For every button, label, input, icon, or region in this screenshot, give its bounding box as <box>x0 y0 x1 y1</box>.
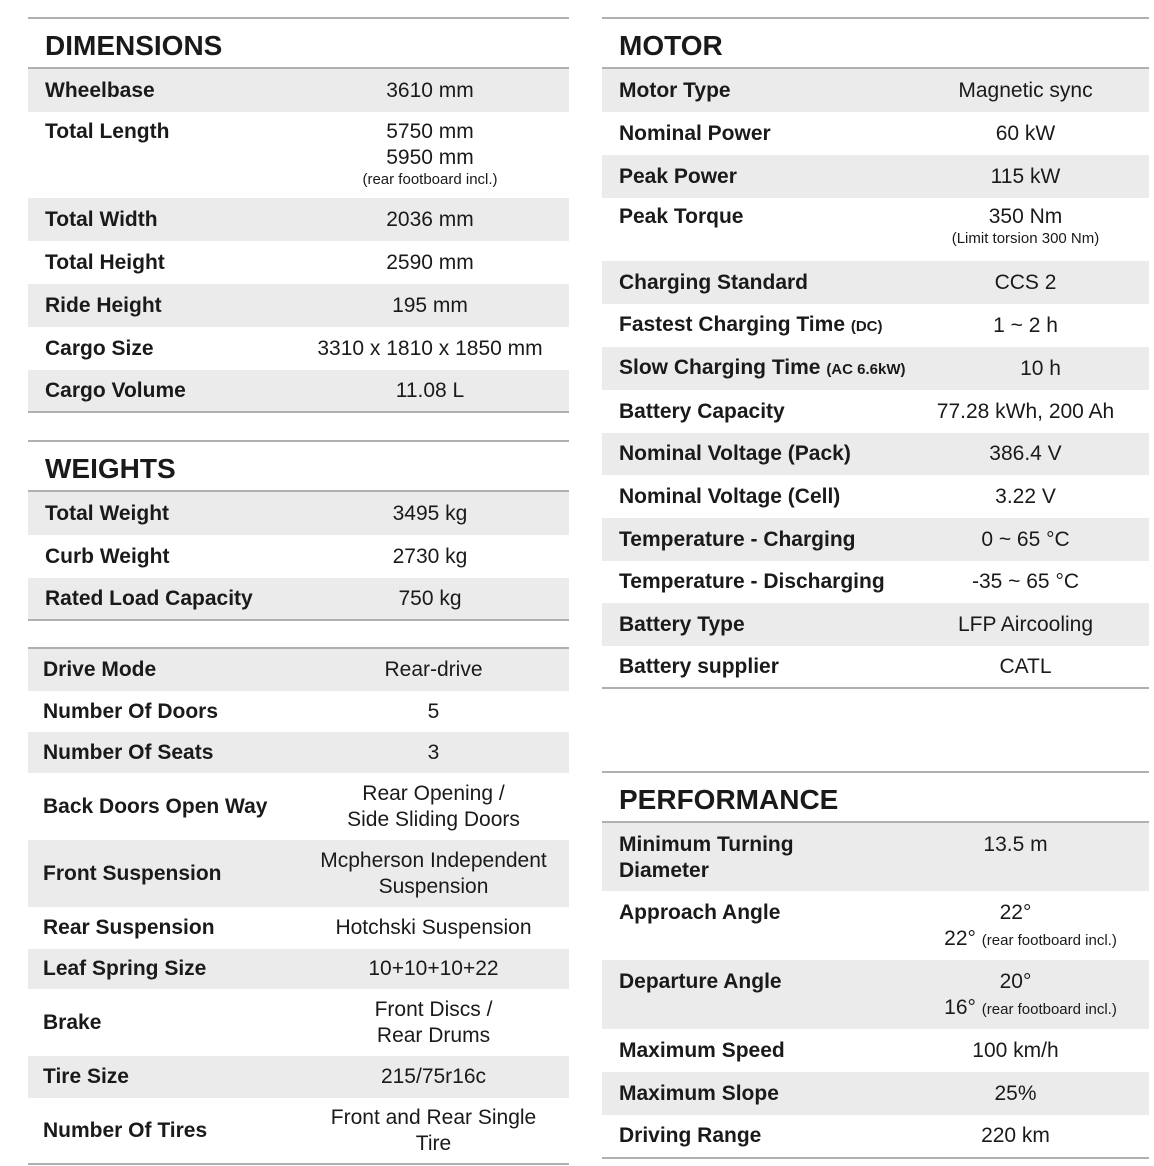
row-label: Number Of Tires <box>43 1118 208 1142</box>
table-row <box>28 691 569 732</box>
table-row <box>602 69 1149 112</box>
label-note: (AC 6.6kW) <box>826 360 906 378</box>
table-row <box>28 198 569 241</box>
value-line: 22° <box>944 927 976 950</box>
row-label: Total Width <box>45 207 158 231</box>
table-row <box>602 960 1149 1029</box>
row-value: 13.5 m <box>983 833 1048 856</box>
section-title: DIMENSIONS <box>28 19 569 69</box>
row-label: Peak Torque <box>619 205 744 228</box>
row-value: CATL <box>999 654 1052 678</box>
row-value: 100 km/h <box>972 1038 1059 1062</box>
table-row <box>602 823 1149 891</box>
table-row <box>602 261 1149 304</box>
table-row <box>28 69 569 112</box>
table-row <box>28 370 569 413</box>
row-value: 2590 mm <box>386 250 474 274</box>
row-value: Rear-drive <box>384 658 483 681</box>
row-label: Brake <box>43 1010 102 1034</box>
weights-section <box>28 440 569 621</box>
value-line: Mcpherson Independent <box>320 848 547 872</box>
row-label: Maximum Speed <box>619 1038 785 1062</box>
row-value: 2730 kg <box>392 544 468 568</box>
row-value: 3.22 V <box>995 484 1056 508</box>
table-row <box>602 347 1149 390</box>
row-label: Total Height <box>45 250 165 274</box>
table-row <box>28 907 569 949</box>
row-label: Total Weight <box>45 501 170 525</box>
table-row <box>602 390 1149 433</box>
section-title: WEIGHTS <box>28 442 569 492</box>
table-row <box>28 578 569 621</box>
table-row <box>28 1098 569 1165</box>
table-row <box>602 304 1149 347</box>
table-row <box>602 518 1149 561</box>
label-line: Minimum Turning <box>619 833 794 856</box>
row-value: 5 <box>427 699 440 723</box>
label-note: (DC) <box>850 317 883 335</box>
table-row <box>28 1056 569 1098</box>
row-value: Hotchski Suspension <box>335 916 532 939</box>
row-value: 3310 x 1810 x 1850 mm <box>317 336 543 360</box>
row-value <box>298 1105 569 1157</box>
table-row <box>28 840 569 907</box>
row-value: 3 <box>427 740 440 764</box>
row-label: Maximum Slope <box>619 1081 779 1105</box>
row-label: Rear Suspension <box>43 916 215 939</box>
row-value: -35 ~ 65 °C <box>971 570 1080 593</box>
table-row <box>28 112 569 198</box>
table-row <box>602 561 1149 603</box>
row-value <box>882 969 1149 1021</box>
table-row <box>602 1029 1149 1072</box>
row-label: Nominal Voltage (Pack) <box>619 442 851 465</box>
row-label: Curb Weight <box>45 544 170 568</box>
section-title: MOTOR <box>602 19 1149 69</box>
table-row <box>28 327 569 370</box>
row-value <box>882 900 1149 952</box>
row-label: Cargo Volume <box>45 378 186 402</box>
row-label: Total Length <box>45 120 170 143</box>
row-label: Number Of Seats <box>43 740 214 764</box>
value-line: Rear Drums <box>376 1023 491 1047</box>
value-line: Rear Opening / <box>362 781 505 805</box>
row-value: 11.08 L <box>395 378 465 402</box>
motor-section <box>602 17 1149 689</box>
row-label: Peak Power <box>619 164 737 188</box>
row-label: Nominal Voltage (Cell) <box>619 484 841 508</box>
table-row <box>28 284 569 327</box>
value-note: (rear footboard incl.) <box>981 1001 1117 1018</box>
value-line: Front Discs / <box>374 997 493 1021</box>
row-value <box>298 997 569 1049</box>
table-row <box>602 1115 1149 1159</box>
table-row <box>28 535 569 578</box>
table-row <box>28 732 569 773</box>
row-label <box>602 312 902 340</box>
row-value: 215/75r16c <box>380 1065 487 1088</box>
value-line: Side Sliding Doors <box>347 807 520 831</box>
row-value <box>298 848 569 900</box>
row-value: 10+10+10+22 <box>368 957 499 980</box>
row-label: Nominal Power <box>619 121 771 145</box>
row-value: 60 kW <box>995 121 1056 145</box>
row-value: 2036 mm <box>386 207 474 231</box>
row-label: Charging Standard <box>619 270 809 294</box>
row-label <box>602 832 882 884</box>
label-line: Diameter <box>619 859 709 882</box>
value-line: 5950 mm <box>386 146 474 169</box>
row-label: Rated Load Capacity <box>45 586 253 610</box>
row-label <box>602 355 932 383</box>
row-value: 115 kW <box>990 164 1061 188</box>
row-value: 77.28 kWh, 200 Ah <box>936 399 1115 423</box>
table-row <box>602 112 1149 155</box>
table-row <box>28 492 569 535</box>
table-row <box>602 1072 1149 1115</box>
value-line: 5750 mm <box>386 120 474 143</box>
row-value: 386.4 V <box>989 442 1062 465</box>
table-row <box>602 891 1149 960</box>
section-title: PERFORMANCE <box>602 773 1149 823</box>
row-value <box>902 204 1149 248</box>
value-line: 16° <box>944 996 976 1019</box>
general-section <box>28 647 569 1165</box>
performance-section <box>602 771 1149 1159</box>
row-label: Front Suspension <box>43 861 222 885</box>
row-label: Battery supplier <box>619 654 779 678</box>
table-row <box>602 198 1149 261</box>
row-value: CCS 2 <box>994 270 1057 294</box>
row-value: 10 h <box>1020 356 1061 380</box>
row-value: 3610 mm <box>386 78 474 102</box>
table-row <box>602 433 1149 475</box>
row-value: 25% <box>994 1081 1037 1105</box>
value-line: 22° <box>999 901 1032 924</box>
row-value <box>291 119 569 189</box>
value-line: Tire <box>415 1131 452 1155</box>
row-label: Drive Mode <box>43 658 157 681</box>
label-text: Slow Charging Time <box>619 355 821 379</box>
label-text: Fastest Charging Time <box>619 312 845 336</box>
table-row <box>602 475 1149 518</box>
row-label: Motor Type <box>619 78 731 102</box>
row-value: 195 mm <box>392 293 468 317</box>
row-label: Battery Capacity <box>619 399 785 423</box>
dimensions-section <box>28 17 569 413</box>
value-line: Suspension <box>378 874 489 898</box>
row-label: Tire Size <box>43 1065 129 1088</box>
table-row <box>28 949 569 989</box>
row-value: 0 ~ 65 °C <box>981 527 1070 551</box>
value-line: Front and Rear Single <box>330 1105 537 1129</box>
row-label: Back Doors Open Way <box>43 794 268 818</box>
table-row <box>602 155 1149 198</box>
row-label: Leaf Spring Size <box>43 957 207 980</box>
table-row <box>28 649 569 691</box>
value-note: (Limit torsion 300 Nm) <box>951 230 1100 247</box>
table-row <box>28 241 569 284</box>
table-row <box>602 603 1149 646</box>
row-value: LFP Aircooling <box>957 612 1094 636</box>
table-row <box>28 989 569 1056</box>
row-label: Ride Height <box>45 293 162 317</box>
row-value <box>298 781 569 833</box>
row-label: Approach Angle <box>619 901 781 924</box>
row-label: Battery Type <box>619 612 745 636</box>
row-label: Wheelbase <box>45 78 155 102</box>
value-note: (rear footboard incl.) <box>981 932 1117 949</box>
row-value: Magnetic sync <box>958 78 1093 102</box>
row-value: 3495 kg <box>392 501 468 525</box>
row-value: 220 km <box>981 1124 1050 1147</box>
value-line: 350 Nm <box>988 205 1063 228</box>
row-label: Cargo Size <box>45 336 154 360</box>
row-label: Number Of Doors <box>43 699 219 723</box>
row-label: Departure Angle <box>619 970 782 993</box>
table-row <box>28 773 569 840</box>
value-note: (rear footboard incl.) <box>362 171 498 188</box>
value-line: 20° <box>999 970 1032 993</box>
row-label: Temperature - Discharging <box>619 570 885 593</box>
row-label: Driving Range <box>619 1124 762 1147</box>
row-value: 1 ~ 2 h <box>993 313 1058 337</box>
row-label: Temperature - Charging <box>619 527 856 551</box>
table-row <box>602 646 1149 689</box>
row-value: 750 kg <box>398 586 462 610</box>
